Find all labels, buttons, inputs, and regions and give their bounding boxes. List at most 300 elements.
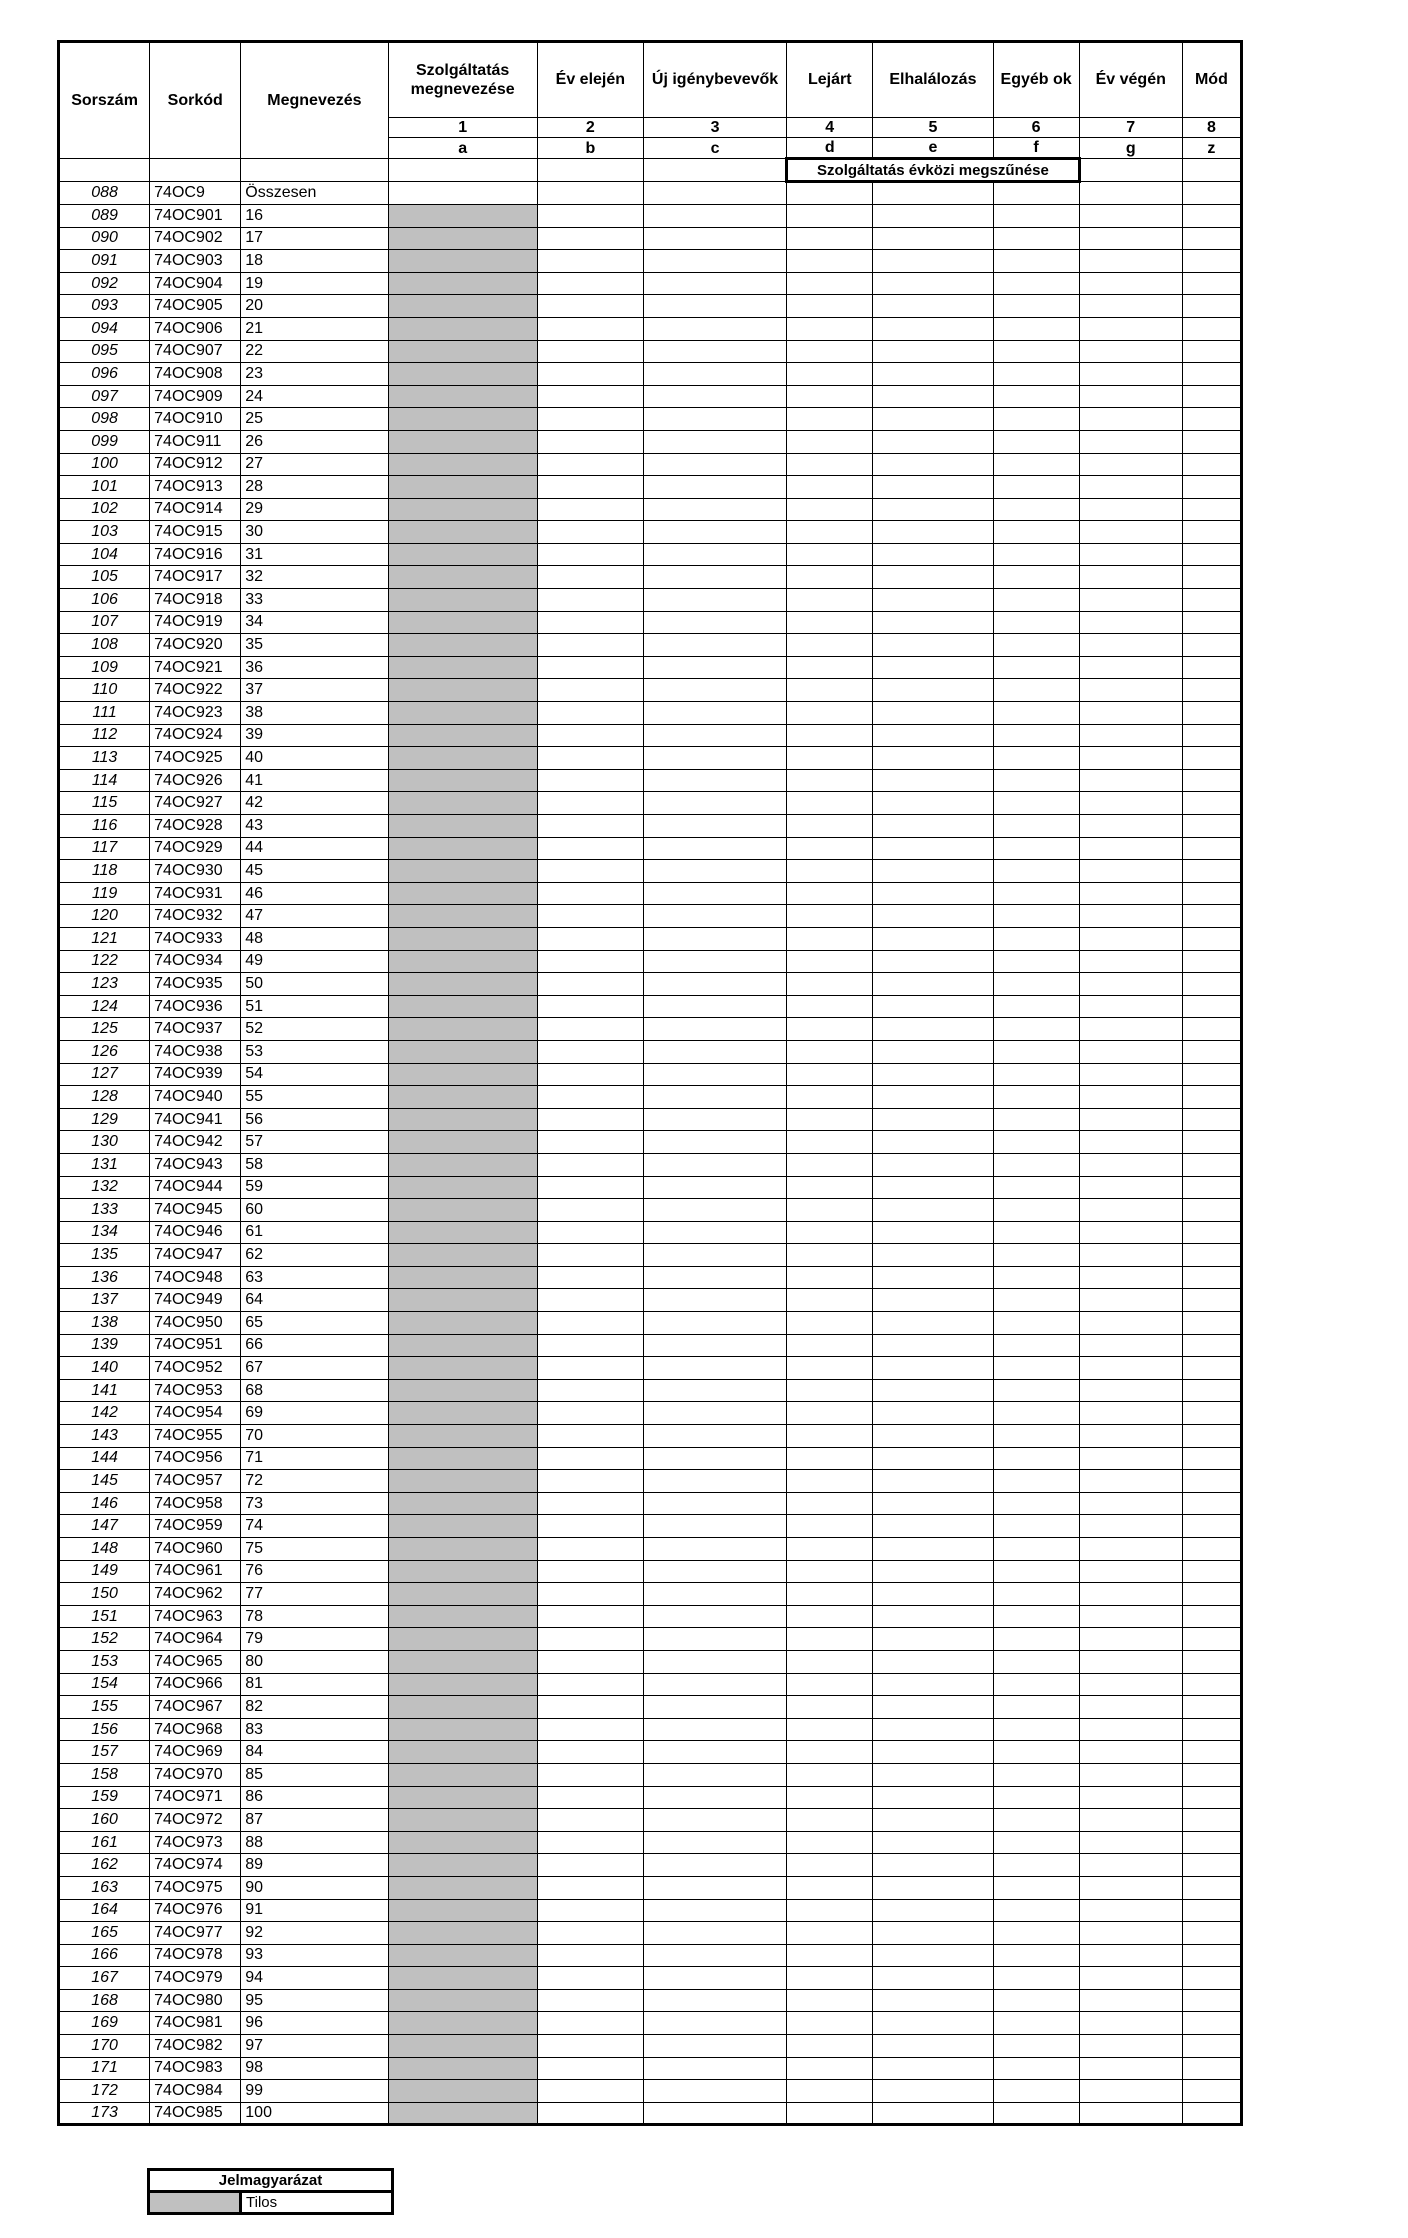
cell-input[interactable]	[1182, 1515, 1241, 1538]
cell-input[interactable]	[1079, 1402, 1182, 1425]
cell-input[interactable]	[537, 317, 643, 340]
cell-input[interactable]	[787, 905, 873, 928]
cell-input[interactable]	[787, 272, 873, 295]
cell-input[interactable]	[1079, 1854, 1182, 1877]
cell-input[interactable]	[993, 837, 1079, 860]
cell-input[interactable]	[537, 1515, 643, 1538]
cell-input[interactable]	[787, 1944, 873, 1967]
cell-input[interactable]	[643, 1199, 786, 1222]
cell-input[interactable]	[787, 611, 873, 634]
cell-input[interactable]	[643, 1379, 786, 1402]
cell-input[interactable]	[643, 1176, 786, 1199]
cell-input[interactable]	[993, 1018, 1079, 1041]
cell-input[interactable]	[873, 1786, 993, 1809]
cell-input[interactable]	[873, 995, 993, 1018]
cell-input[interactable]	[1079, 1967, 1182, 1990]
cell-input[interactable]	[643, 363, 786, 386]
cell-input[interactable]	[1182, 995, 1241, 1018]
cell-input[interactable]	[787, 1650, 873, 1673]
cell-input[interactable]	[1182, 1357, 1241, 1380]
cell-input[interactable]	[873, 1108, 993, 1131]
cell-input[interactable]	[993, 702, 1079, 725]
cell-input[interactable]	[787, 2102, 873, 2125]
cell-input[interactable]	[787, 1153, 873, 1176]
cell-input[interactable]	[537, 1696, 643, 1719]
cell-input[interactable]	[787, 1108, 873, 1131]
cell-input[interactable]	[787, 250, 873, 273]
cell-input[interactable]	[643, 611, 786, 634]
cell-input[interactable]	[1079, 250, 1182, 273]
cell-input[interactable]	[1079, 927, 1182, 950]
cell-input[interactable]	[537, 1741, 643, 1764]
cell-input[interactable]	[873, 2035, 993, 2058]
cell-input[interactable]	[537, 792, 643, 815]
cell-input[interactable]	[993, 724, 1079, 747]
cell-input[interactable]	[1182, 1018, 1241, 1041]
cell-input[interactable]	[993, 1221, 1079, 1244]
cell-input[interactable]	[1182, 1628, 1241, 1651]
cell-input[interactable]	[1079, 1086, 1182, 1109]
cell-input[interactable]	[537, 476, 643, 499]
cell-input[interactable]	[787, 747, 873, 770]
cell-input[interactable]	[1182, 1402, 1241, 1425]
cell-input[interactable]	[643, 340, 786, 363]
cell-input[interactable]	[993, 430, 1079, 453]
cell-input[interactable]	[873, 1221, 993, 1244]
cell-input[interactable]	[873, 250, 993, 273]
cell-input[interactable]	[643, 950, 786, 973]
cell-input[interactable]	[1079, 1560, 1182, 1583]
cell-input[interactable]	[537, 1786, 643, 1809]
cell-input[interactable]	[787, 227, 873, 250]
cell-input[interactable]	[1079, 1470, 1182, 1493]
cell-input[interactable]	[1182, 204, 1241, 227]
cell-input[interactable]	[873, 634, 993, 657]
cell-input[interactable]	[537, 1718, 643, 1741]
cell-input[interactable]	[1079, 1199, 1182, 1222]
cell-input[interactable]	[1182, 1176, 1241, 1199]
cell-input[interactable]	[1182, 1153, 1241, 1176]
cell-input[interactable]	[787, 927, 873, 950]
cell-input[interactable]	[1182, 1492, 1241, 1515]
cell-input[interactable]	[537, 1357, 643, 1380]
cell-input[interactable]	[537, 1040, 643, 1063]
cell-input[interactable]	[873, 317, 993, 340]
cell-input[interactable]	[1079, 837, 1182, 860]
cell-input[interactable]	[993, 521, 1079, 544]
cell-input[interactable]	[787, 1018, 873, 1041]
cell-input[interactable]	[1079, 1018, 1182, 1041]
cell-input[interactable]	[873, 1470, 993, 1493]
cell-input[interactable]	[537, 1944, 643, 1967]
cell-input[interactable]	[537, 1086, 643, 1109]
cell-input[interactable]	[1182, 1289, 1241, 1312]
cell-input[interactable]	[1182, 702, 1241, 725]
cell-input[interactable]	[1182, 1786, 1241, 1809]
cell-input[interactable]	[873, 973, 993, 996]
cell-input[interactable]	[993, 250, 1079, 273]
cell-input[interactable]	[787, 363, 873, 386]
cell-input[interactable]	[787, 1063, 873, 1086]
cell-input[interactable]	[643, 2080, 786, 2103]
cell-input[interactable]	[643, 1718, 786, 1741]
cell-input[interactable]	[787, 295, 873, 318]
cell-input[interactable]	[643, 815, 786, 838]
cell-input[interactable]	[537, 656, 643, 679]
cell-input[interactable]	[1182, 1560, 1241, 1583]
cell-input[interactable]	[1182, 1312, 1241, 1335]
cell-input[interactable]	[537, 408, 643, 431]
cell-input[interactable]	[873, 1538, 993, 1561]
cell-input[interactable]	[537, 363, 643, 386]
cell-input[interactable]	[1182, 724, 1241, 747]
cell-input[interactable]	[537, 2057, 643, 2080]
cell-input[interactable]	[873, 521, 993, 544]
cell-input[interactable]	[993, 769, 1079, 792]
cell-input[interactable]	[993, 1153, 1079, 1176]
cell-input[interactable]	[993, 385, 1079, 408]
cell-input[interactable]	[1182, 656, 1241, 679]
cell-input[interactable]	[993, 453, 1079, 476]
cell-input[interactable]	[1079, 1221, 1182, 1244]
cell-input[interactable]	[537, 1538, 643, 1561]
cell-input[interactable]	[787, 724, 873, 747]
cell-input[interactable]	[873, 1922, 993, 1945]
cell-input[interactable]	[993, 792, 1079, 815]
cell-input[interactable]	[1182, 1922, 1241, 1945]
cell-input[interactable]	[873, 1899, 993, 1922]
cell-input[interactable]	[537, 1063, 643, 1086]
cell-input[interactable]	[993, 1696, 1079, 1719]
cell-input[interactable]	[1182, 1809, 1241, 1832]
cell-input[interactable]	[1079, 1312, 1182, 1335]
cell-input[interactable]	[787, 1312, 873, 1335]
cell-input[interactable]	[787, 656, 873, 679]
cell-input[interactable]	[1079, 295, 1182, 318]
cell-input[interactable]	[993, 295, 1079, 318]
cell-input[interactable]	[1079, 1153, 1182, 1176]
cell-input[interactable]	[1182, 1605, 1241, 1628]
cell-input[interactable]	[1079, 1425, 1182, 1448]
cell-input[interactable]	[537, 182, 643, 205]
cell-input[interactable]	[1079, 1176, 1182, 1199]
cell-input[interactable]	[1079, 702, 1182, 725]
cell-input[interactable]	[993, 1673, 1079, 1696]
cell-input[interactable]	[993, 1492, 1079, 1515]
cell-input[interactable]	[873, 1176, 993, 1199]
cell-input[interactable]	[993, 182, 1079, 205]
cell-input[interactable]	[643, 430, 786, 453]
cell-input[interactable]	[1182, 543, 1241, 566]
cell-input[interactable]	[643, 1786, 786, 1809]
cell-input[interactable]	[537, 611, 643, 634]
cell-input[interactable]	[787, 1470, 873, 1493]
cell-input[interactable]	[1079, 1989, 1182, 2012]
cell-input[interactable]	[643, 1131, 786, 1154]
cell-input[interactable]	[1182, 521, 1241, 544]
cell-input[interactable]	[1182, 227, 1241, 250]
cell-input[interactable]	[643, 1425, 786, 1448]
cell-input[interactable]	[1079, 1922, 1182, 1945]
cell-input[interactable]	[993, 1402, 1079, 1425]
cell-input[interactable]	[993, 1334, 1079, 1357]
cell-input[interactable]	[643, 1696, 786, 1719]
cell-input[interactable]	[1182, 905, 1241, 928]
cell-input[interactable]	[873, 1605, 993, 1628]
cell-input[interactable]	[873, 204, 993, 227]
cell-input[interactable]	[537, 1470, 643, 1493]
cell-input[interactable]	[643, 905, 786, 928]
cell-input[interactable]	[787, 1989, 873, 2012]
cell-input[interactable]	[537, 1289, 643, 1312]
cell-input[interactable]	[993, 905, 1079, 928]
cell-input[interactable]	[1182, 1470, 1241, 1493]
cell-input[interactable]	[1182, 476, 1241, 499]
cell-input[interactable]	[537, 250, 643, 273]
cell-input[interactable]	[873, 2012, 993, 2035]
cell-input[interactable]	[993, 1312, 1079, 1335]
cell-input[interactable]	[1182, 1244, 1241, 1267]
cell-input[interactable]	[873, 2102, 993, 2125]
cell-input[interactable]	[1182, 1673, 1241, 1696]
cell-input[interactable]	[1182, 1831, 1241, 1854]
cell-input[interactable]	[873, 860, 993, 883]
cell-input[interactable]	[993, 1763, 1079, 1786]
cell-input[interactable]	[1182, 589, 1241, 612]
cell-input[interactable]	[1182, 1989, 1241, 2012]
cell-input[interactable]	[1182, 1854, 1241, 1877]
cell-input[interactable]	[643, 1357, 786, 1380]
cell-input[interactable]	[1079, 182, 1182, 205]
cell-input[interactable]	[643, 408, 786, 431]
cell-input[interactable]	[873, 1831, 993, 1854]
cell-input[interactable]	[537, 882, 643, 905]
cell-input[interactable]	[993, 1560, 1079, 1583]
cell-input[interactable]	[537, 1492, 643, 1515]
cell-input[interactable]	[643, 1854, 786, 1877]
cell-input[interactable]	[643, 1628, 786, 1651]
cell-input[interactable]	[537, 995, 643, 1018]
cell-input[interactable]	[993, 860, 1079, 883]
cell-input[interactable]	[993, 1538, 1079, 1561]
cell-input[interactable]	[993, 1583, 1079, 1606]
cell-input[interactable]	[993, 566, 1079, 589]
cell-input[interactable]	[993, 340, 1079, 363]
cell-input[interactable]	[643, 792, 786, 815]
cell-input[interactable]	[1182, 792, 1241, 815]
cell-input[interactable]	[643, 679, 786, 702]
cell-input[interactable]	[643, 769, 786, 792]
cell-input[interactable]	[1182, 1583, 1241, 1606]
cell-input[interactable]	[873, 1289, 993, 1312]
cell-input[interactable]	[643, 1944, 786, 1967]
cell-input[interactable]	[1079, 1334, 1182, 1357]
cell-input[interactable]	[1079, 430, 1182, 453]
cell-input[interactable]	[1182, 317, 1241, 340]
cell-input[interactable]	[873, 498, 993, 521]
cell-input[interactable]	[537, 1221, 643, 1244]
cell-input[interactable]	[787, 1605, 873, 1628]
cell-input[interactable]	[643, 1515, 786, 1538]
cell-input[interactable]	[873, 1854, 993, 1877]
cell-input[interactable]	[1079, 1696, 1182, 1719]
cell-input[interactable]	[537, 1989, 643, 2012]
cell-input[interactable]	[787, 453, 873, 476]
cell-input[interactable]	[1079, 747, 1182, 770]
cell-input[interactable]	[1079, 792, 1182, 815]
cell-input[interactable]	[537, 1876, 643, 1899]
cell-input[interactable]	[643, 1266, 786, 1289]
cell-input[interactable]	[873, 227, 993, 250]
cell-input[interactable]	[787, 1876, 873, 1899]
cell-input[interactable]	[993, 272, 1079, 295]
cell-input[interactable]	[873, 1379, 993, 1402]
cell-input[interactable]	[1079, 905, 1182, 928]
cell-input[interactable]	[1182, 882, 1241, 905]
cell-input[interactable]	[1182, 860, 1241, 883]
cell-input[interactable]	[537, 1967, 643, 1990]
cell-input[interactable]	[537, 1108, 643, 1131]
cell-input[interactable]	[787, 1040, 873, 1063]
cell-input[interactable]	[1182, 408, 1241, 431]
cell-input[interactable]	[643, 295, 786, 318]
cell-input[interactable]	[1079, 272, 1182, 295]
cell-input[interactable]	[873, 1718, 993, 1741]
cell-input[interactable]	[993, 1086, 1079, 1109]
cell-input[interactable]	[537, 340, 643, 363]
cell-input[interactable]	[787, 1809, 873, 1832]
cell-input[interactable]	[993, 1605, 1079, 1628]
cell-input[interactable]	[643, 882, 786, 905]
cell-input[interactable]	[1079, 1244, 1182, 1267]
cell-input[interactable]	[643, 973, 786, 996]
cell-input[interactable]	[1079, 769, 1182, 792]
cell-input[interactable]	[993, 1922, 1079, 1945]
cell-input[interactable]	[643, 634, 786, 657]
cell-input[interactable]	[787, 1515, 873, 1538]
cell-input[interactable]	[787, 1854, 873, 1877]
cell-input[interactable]	[643, 1538, 786, 1561]
cell-input[interactable]	[787, 430, 873, 453]
cell-input[interactable]	[1182, 1334, 1241, 1357]
cell-input[interactable]	[787, 204, 873, 227]
cell-input[interactable]	[537, 1153, 643, 1176]
cell-input[interactable]	[873, 1357, 993, 1380]
cell-input[interactable]	[537, 521, 643, 544]
cell-input[interactable]	[537, 204, 643, 227]
cell-input[interactable]	[873, 1876, 993, 1899]
cell-input[interactable]	[787, 1538, 873, 1561]
cell-input[interactable]	[787, 1786, 873, 1809]
cell-input[interactable]	[993, 815, 1079, 838]
cell-input[interactable]	[1079, 973, 1182, 996]
cell-input[interactable]	[787, 1583, 873, 1606]
cell-input[interactable]	[1079, 1357, 1182, 1380]
cell-input[interactable]	[537, 430, 643, 453]
cell-input[interactable]	[643, 1831, 786, 1854]
cell-input[interactable]	[873, 1515, 993, 1538]
cell-input[interactable]	[643, 1673, 786, 1696]
cell-input[interactable]	[787, 634, 873, 657]
cell-input[interactable]	[1079, 1831, 1182, 1854]
cell-input[interactable]	[787, 1334, 873, 1357]
cell-input[interactable]	[537, 1583, 643, 1606]
cell-input[interactable]	[787, 498, 873, 521]
cell-input[interactable]	[787, 1131, 873, 1154]
cell-input[interactable]	[643, 2035, 786, 2058]
cell-input[interactable]	[1182, 2080, 1241, 2103]
cell-input[interactable]	[993, 1379, 1079, 1402]
cell-input[interactable]	[787, 882, 873, 905]
cell-input[interactable]	[1079, 1673, 1182, 1696]
cell-input[interactable]	[1079, 589, 1182, 612]
cell-input[interactable]	[537, 1447, 643, 1470]
cell-input[interactable]	[787, 1244, 873, 1267]
cell-input[interactable]	[1079, 1786, 1182, 1809]
cell-input[interactable]	[1079, 385, 1182, 408]
cell-input[interactable]	[1079, 656, 1182, 679]
cell-input[interactable]	[1079, 1266, 1182, 1289]
cell-input[interactable]	[787, 476, 873, 499]
cell-input[interactable]	[787, 950, 873, 973]
cell-input[interactable]	[388, 182, 537, 205]
cell-input[interactable]	[873, 1492, 993, 1515]
cell-input[interactable]	[537, 769, 643, 792]
cell-input[interactable]	[1079, 815, 1182, 838]
cell-input[interactable]	[1182, 1741, 1241, 1764]
cell-input[interactable]	[1079, 521, 1182, 544]
cell-input[interactable]	[537, 2080, 643, 2103]
cell-input[interactable]	[873, 566, 993, 589]
cell-input[interactable]	[993, 1470, 1079, 1493]
cell-input[interactable]	[537, 815, 643, 838]
cell-input[interactable]	[1079, 453, 1182, 476]
cell-input[interactable]	[993, 1425, 1079, 1448]
cell-input[interactable]	[993, 317, 1079, 340]
cell-input[interactable]	[1079, 1289, 1182, 1312]
cell-input[interactable]	[873, 272, 993, 295]
cell-input[interactable]	[1182, 272, 1241, 295]
cell-input[interactable]	[1079, 634, 1182, 657]
cell-input[interactable]	[787, 385, 873, 408]
cell-input[interactable]	[993, 1831, 1079, 1854]
cell-input[interactable]	[873, 1063, 993, 1086]
cell-input[interactable]	[993, 543, 1079, 566]
cell-input[interactable]	[537, 1628, 643, 1651]
cell-input[interactable]	[787, 1221, 873, 1244]
cell-input[interactable]	[873, 724, 993, 747]
cell-input[interactable]	[993, 204, 1079, 227]
cell-input[interactable]	[537, 2012, 643, 2035]
cell-input[interactable]	[873, 1696, 993, 1719]
cell-input[interactable]	[993, 1176, 1079, 1199]
cell-input[interactable]	[1182, 385, 1241, 408]
cell-input[interactable]	[643, 1312, 786, 1335]
cell-input[interactable]	[873, 1989, 993, 2012]
cell-input[interactable]	[873, 385, 993, 408]
cell-input[interactable]	[1079, 1040, 1182, 1063]
cell-input[interactable]	[993, 611, 1079, 634]
cell-input[interactable]	[537, 227, 643, 250]
cell-input[interactable]	[873, 1153, 993, 1176]
cell-input[interactable]	[787, 182, 873, 205]
cell-input[interactable]	[993, 634, 1079, 657]
cell-input[interactable]	[993, 1289, 1079, 1312]
cell-input[interactable]	[993, 589, 1079, 612]
cell-input[interactable]	[873, 769, 993, 792]
cell-input[interactable]	[643, 317, 786, 340]
cell-input[interactable]	[1182, 1425, 1241, 1448]
